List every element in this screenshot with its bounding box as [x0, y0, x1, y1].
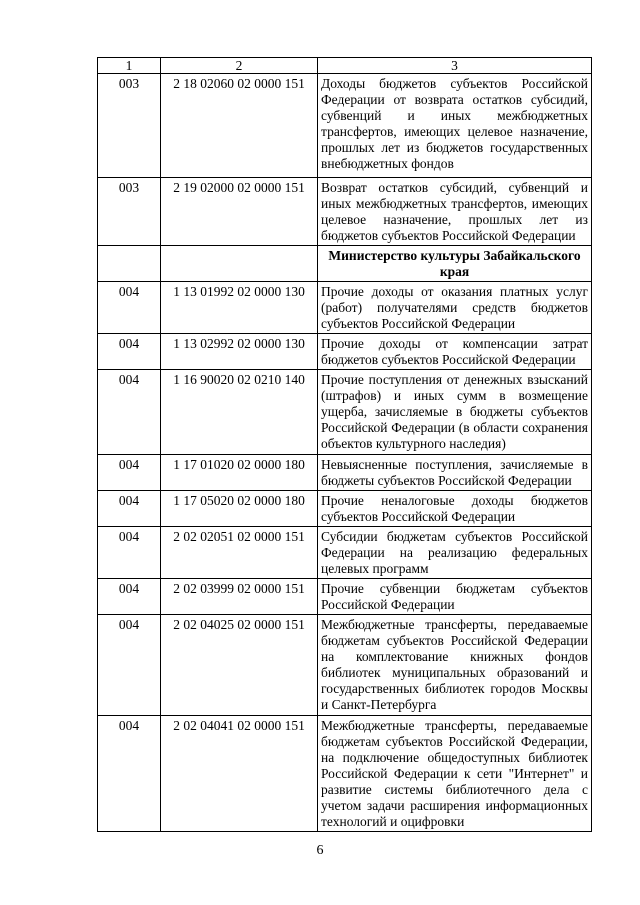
table-row: [98, 579, 592, 615]
budget-code-cell: 2 18 02060 02 0000 151: [161, 74, 318, 178]
revenue-name-cell: Доходы бюджетов субъектов Российской Федерации от возврата остатков субсидий, субвенций и иных межбюджетных трансфертов, имеющих целевое назначение, прошлых лет из бюджетов государственных внебюджетных фондов: [318, 74, 592, 178]
budget-code-cell: 1 16 90020 02 0210 140: [161, 370, 318, 455]
page-number: 6: [316, 843, 324, 858]
budget-code-cell: 1 17 01020 02 0000 180: [161, 455, 318, 491]
table-row: [98, 334, 592, 370]
budget-code-cell: 1 17 05020 02 0000 180: [161, 491, 318, 527]
budget-code-cell: 1 13 01992 02 0000 130: [161, 282, 318, 334]
budget-revenue-table: [97, 57, 592, 832]
revenue-name-cell: Прочие поступления от денежных взысканий (штрафов) и иных сумм в возмещение ущерба, зачисляемые в бюджеты субъектов Российской Федерации (в области сохранения объектов культурного наследия): [318, 370, 592, 455]
admin-code-cell: 004: [98, 282, 161, 334]
column-header-3: 3: [318, 58, 592, 74]
revenue-name-cell: Межбюджетные трансферты, передаваемые бюджетам субъектов Российской Федерации, на подключение общедоступных библиотек Российской Федерации к сети "Интернет" и развитие системы библиотечного дела с учетом задачи расширения информационных технологий и оцифровки: [318, 716, 592, 832]
admin-code-cell: 004: [98, 615, 161, 716]
revenue-name-cell: Прочие субвенции бюджетам субъектов Российской Федерации: [318, 579, 592, 615]
table-row: [98, 178, 592, 246]
table-row: [98, 716, 592, 832]
budget-code-cell: [161, 246, 318, 282]
admin-code-cell: 003: [98, 74, 161, 178]
ministry-section-title: Министерство культуры Забайкальского края: [318, 246, 592, 282]
table-row: [98, 615, 592, 716]
revenue-name-cell: Субсидии бюджетам субъектов Российской Федерации на реализацию федеральных целевых программ: [318, 527, 592, 579]
admin-code-cell: 004: [98, 455, 161, 491]
table-row: [98, 74, 592, 178]
admin-code-cell: 004: [98, 334, 161, 370]
budget-code-cell: 2 02 03999 02 0000 151: [161, 579, 318, 615]
budget-code-cell: 2 19 02000 02 0000 151: [161, 178, 318, 246]
budget-code-cell: 2 02 02051 02 0000 151: [161, 527, 318, 579]
table-row: [98, 370, 592, 455]
revenue-name-cell: Невыясненные поступления, зачисляемые в бюджеты субъектов Российской Федерации: [318, 455, 592, 491]
revenue-name-cell: Прочие доходы от оказания платных услуг (работ) получателями средств бюджетов субъектов Российской Федерации: [318, 282, 592, 334]
admin-code-cell: 003: [98, 178, 161, 246]
table-row: [98, 282, 592, 334]
admin-code-cell: 004: [98, 527, 161, 579]
revenue-name-cell: Прочие неналоговые доходы бюджетов субъектов Российской Федерации: [318, 491, 592, 527]
budget-code-cell: 1 13 02992 02 0000 130: [161, 334, 318, 370]
column-header-1: 1: [98, 58, 161, 74]
table-row: [98, 491, 592, 527]
admin-code-cell: 004: [98, 491, 161, 527]
admin-code-cell: 004: [98, 579, 161, 615]
admin-code-cell: 004: [98, 716, 161, 832]
table-header-row: [98, 58, 592, 74]
column-header-2: 2: [161, 58, 318, 74]
section-header-row: [98, 246, 592, 282]
admin-code-cell: 004: [98, 370, 161, 455]
table-row: [98, 455, 592, 491]
revenue-name-cell: Прочие доходы от компенсации затрат бюджетов субъектов Российской Федерации: [318, 334, 592, 370]
admin-code-cell: [98, 246, 161, 282]
revenue-name-cell: Межбюджетные трансферты, передаваемые бюджетам субъектов Российской Федерации на комплектование книжных фондов библиотек муниципальных образований и государственных библиотек городов Москвы и Санкт-Петербурга: [318, 615, 592, 716]
table-row: [98, 527, 592, 579]
budget-code-cell: 2 02 04041 02 0000 151: [161, 716, 318, 832]
revenue-name-cell: Возврат остатков субсидий, субвенций и иных межбюджетных трансфертов, имеющих целевое назначение, прошлых лет из бюджетов субъектов Российской Федерации: [318, 178, 592, 246]
budget-code-cell: 2 02 04025 02 0000 151: [161, 615, 318, 716]
